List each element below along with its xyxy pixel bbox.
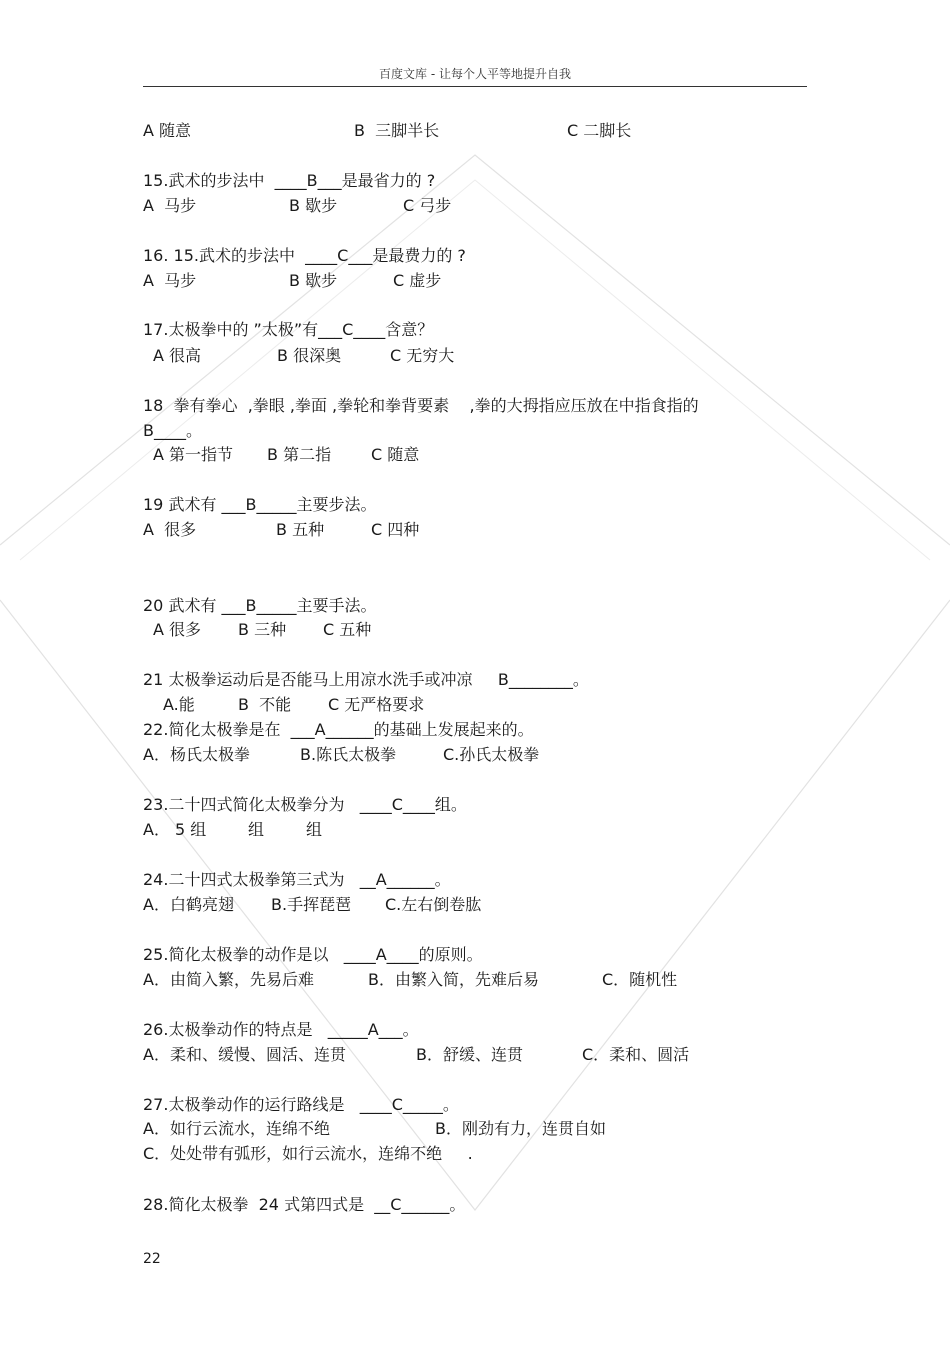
q15-option-c: C 弓步 bbox=[403, 196, 452, 215]
q26-option-b: B．舒缓、连贯 bbox=[416, 1045, 523, 1064]
q23-option-c: 组 bbox=[306, 820, 323, 839]
q19-option-a: A 很多 bbox=[143, 520, 197, 539]
q24-option-b: B.手挥琵琶 bbox=[271, 895, 352, 914]
q15-option-a: A 马步 bbox=[143, 196, 197, 215]
question-18: 18 拳有拳心 ,拳眼 ,拳面 ,拳轮和拳背要素 ,拳的大拇指应压放在中指食指的 bbox=[143, 396, 699, 415]
answer-blank: B________ bbox=[497, 670, 573, 689]
question-16: 16. 15.武术的步法中 ____C___是最费力的 ? bbox=[143, 246, 466, 265]
answer-blank: __A______ bbox=[359, 870, 435, 889]
q19-option-c: C 四种 bbox=[371, 520, 420, 539]
q14-option-c: C 二脚长 bbox=[567, 121, 632, 140]
question-26: 26.太极拳动作的特点是 _____A___。 bbox=[143, 1020, 419, 1039]
question-25: 25.简化太极拳的动作是以 ____A____的原则。 bbox=[143, 945, 483, 964]
answer-blank: ____B___ bbox=[274, 171, 342, 190]
q20-option-a: A 很多 bbox=[153, 620, 202, 639]
question-28: 28.简化太极拳 24 式第四式是 __C______。 bbox=[143, 1195, 466, 1214]
answer-blank: ____C___ bbox=[305, 246, 373, 265]
q26-option-c: C．柔和、圆活 bbox=[582, 1045, 690, 1064]
q24-option-c: C.左右倒卷肱 bbox=[385, 895, 482, 914]
answer-blank: __C______ bbox=[374, 1195, 450, 1214]
q22-option-b: B.陈氏太极拳 bbox=[300, 745, 397, 764]
question-24: 24.二十四式太极拳第三式为 __A______。 bbox=[143, 870, 451, 889]
q25-option-c: C．随机性 bbox=[602, 970, 678, 989]
q22-option-a: A．杨氏太极拳 bbox=[143, 745, 250, 764]
answer-blank: ____C_____ bbox=[359, 1095, 443, 1114]
q22-option-c: C.孙氏太极拳 bbox=[443, 745, 540, 764]
answer-blank: ____C____ bbox=[359, 795, 435, 814]
q25-option-a: A．由简入繁，先易后难 bbox=[143, 970, 314, 989]
page-number: 22 bbox=[143, 1251, 161, 1267]
q27-option-a: A．如行云流水，连绵不绝 bbox=[143, 1119, 330, 1138]
q19-option-b: B 五种 bbox=[276, 520, 325, 539]
q21-option-c: C 无严格要求 bbox=[328, 695, 425, 714]
q23-option-b: 组 bbox=[248, 820, 265, 839]
answer-blank: ___C____ bbox=[318, 320, 386, 339]
q14-option-a: A 随意 bbox=[143, 121, 192, 140]
answer-blank: ___B_____ bbox=[221, 596, 297, 615]
q20-option-b: B 三种 bbox=[238, 620, 287, 639]
question-21: 21 太极拳运动后是否能马上用凉水洗手或冲凉 B________。 bbox=[143, 670, 589, 689]
q26-option-a: A．柔和、缓慢、圆活、连贯 bbox=[143, 1045, 346, 1064]
question-15: 15.武术的步法中 ____B___是最省力的 ? bbox=[143, 171, 436, 190]
q14-option-b: B 三脚半长 bbox=[354, 121, 440, 140]
q17-option-a: A 很高 bbox=[153, 346, 202, 365]
q17-option-b: B 很深奥 bbox=[277, 346, 342, 365]
q18-option-a: A 第一指节 bbox=[153, 445, 234, 464]
q17-option-c: C 无穷大 bbox=[390, 346, 455, 365]
question-18-answer: B____。 bbox=[143, 421, 202, 440]
q16-option-a: A 马步 bbox=[143, 271, 197, 290]
q27-option-b: B．刚劲有力，连贯自如 bbox=[435, 1119, 606, 1138]
question-19: 19 武术有 ___B_____主要步法。 bbox=[143, 495, 377, 514]
q25-option-b: B．由繁入简，先难后易 bbox=[368, 970, 539, 989]
answer-blank: ___A______ bbox=[290, 720, 374, 739]
q23-option-a: A． 5 组 bbox=[143, 820, 207, 839]
answer-blank: B____ bbox=[143, 421, 186, 440]
page-header: 百度文库 - 让每个人平等地提升自我 bbox=[143, 62, 807, 87]
q16-option-b: B 歇步 bbox=[289, 271, 338, 290]
q20-option-c: C 五种 bbox=[323, 620, 372, 639]
q27-option-c: C．处处带有弧形，如行云流水，连绵不绝 . bbox=[143, 1144, 473, 1163]
question-22: 22.简化太极拳是在 ___A______的基础上发展起来的。 bbox=[143, 720, 534, 739]
q21-option-a: A.能 bbox=[163, 695, 195, 714]
q24-option-a: A．白鹤亮翅 bbox=[143, 895, 234, 914]
question-23: 23.二十四式简化太极拳分为 ____C____组。 bbox=[143, 795, 467, 814]
q18-option-c: C 随意 bbox=[371, 445, 420, 464]
q15-option-b: B 歇步 bbox=[289, 196, 338, 215]
q16-option-c: C 虚步 bbox=[393, 271, 442, 290]
q21-option-b: B 不能 bbox=[238, 695, 292, 714]
answer-blank: _____A___ bbox=[327, 1020, 403, 1039]
question-27: 27.太极拳动作的运行路线是 ____C_____。 bbox=[143, 1095, 459, 1114]
q18-option-b: B 第二指 bbox=[267, 445, 332, 464]
question-20: 20 武术有 ___B_____主要手法。 bbox=[143, 596, 377, 615]
answer-blank: ___B_____ bbox=[221, 495, 297, 514]
answer-blank: ____A____ bbox=[343, 945, 419, 964]
question-17: 17.太极拳中的 ”太极”有___C____含意？ bbox=[143, 320, 434, 339]
